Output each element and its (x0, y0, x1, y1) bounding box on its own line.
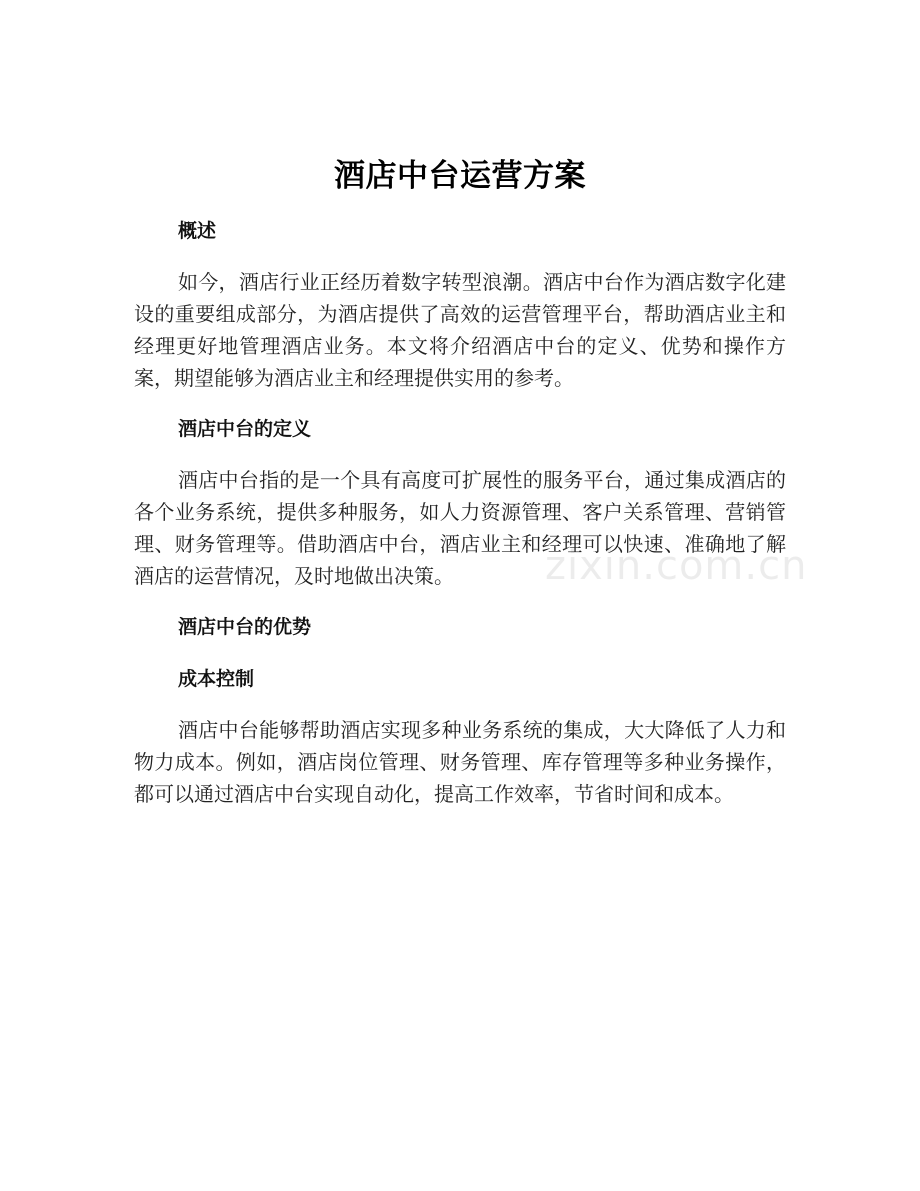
section-paragraph-definition: 酒店中台指的是一个具有高度可扩展性的服务平台，通过集成酒店的各个业务系统，提供多种服务，如人力资源管理、客户关系管理、营销管理、财务管理等。借助酒店中台，酒店业主和经理可以快速、准确地了解酒店的运营情况，及时地做出决策。 (134, 468, 786, 588)
section-paragraph-cost-control: 酒店中台能够帮助酒店实现多种业务系统的集成，大大降低了人力和物力成本。例如，酒店岗位管理、财务管理、库存管理等多种业务操作，都可以通过酒店中台实现自动化，提高工作效率，节省时间和成本。 (134, 718, 786, 806)
section-heading-advantages: 酒店中台的优势 (178, 616, 312, 638)
section-paragraph-overview: 如今，酒店行业正经历着数字转型浪潮。酒店中台作为酒店数字化建设的重要组成部分，为酒店提供了高效的运营管理平台，帮助酒店业主和经理更好地管理酒店业务。本文将介绍酒店中台的定义、优势和操作方案，期望能够为酒店业主和经理提供实用的参考。 (134, 270, 786, 390)
section-heading-overview: 概述 (178, 220, 217, 242)
watermark-text: zixin.com.cn (545, 543, 808, 589)
document-body (134, 150, 786, 810)
section-heading-definition: 酒店中台的定义 (178, 418, 312, 440)
document-title: 酒店中台运营方案 (334, 158, 586, 194)
section-heading-cost-control: 成本控制 (178, 668, 255, 690)
